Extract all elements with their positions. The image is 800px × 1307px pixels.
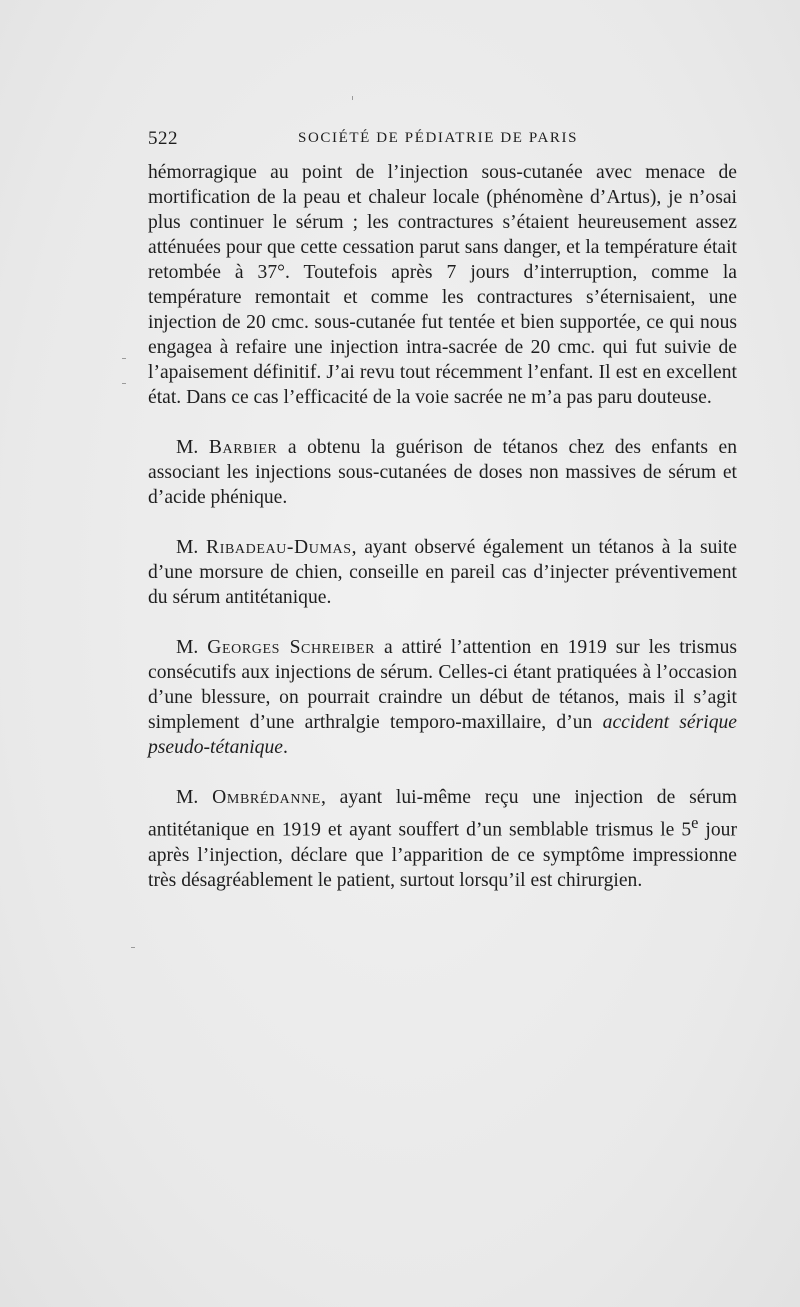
paragraph-text: a obtenu la guérison de tétanos chez des enfants en associant les injections sous-cutanées de doses non massives de sérum et d’acide phénique. [148,437,737,508]
page-number: 522 [148,128,178,149]
speaker-prefix: M. [176,637,208,658]
body-text [148,160,737,893]
paragraph-barbier [148,435,737,510]
ordinal-superscript: e [691,813,699,832]
speaker-name: Ombrédanne [212,787,321,808]
paragraph-text: hémorragique au point de l’injection sous-cutanée avec menace de mortification de la peau et chaleur locale (phénomène d’Artus), je n’osai plus continuer le sérum ; les contractures s’étaient heureusement assez atténuées pour que cette cessation parut sans danger, et la température était retombée à 37°. Toutefois après 7 jours d’interruption, comme la température remontait et comme les contractures s’éternisaient, une injection de 20 cmc. sous-cutanée fut tentée et bien supportée, ce qui nous engagea à refaire une injection intra-sacrée de 20 cmc. qui fut suivie de l’apaisement définitif. J’ai revu tout récemment l’enfant. Il est en excellent état. Dans ce cas l’efficacité de la voie sacrée ne m’a pas paru douteuse. [148,162,737,408]
scan-mark [131,947,135,948]
paragraph-text: , ayant lui-même reçu une injection de sérum antitétanique en 1919 et ayant souffert d’un semblable trismus le 5 [148,787,737,841]
speaker-name: Barbier [208,437,278,458]
paragraph-text-continued: jour après l’injection, déclare que l’apparition de ce symptôme impressionne très désagréablement le patient, surtout lorsqu’il est chirurgien. [148,819,737,891]
paragraph-schreiber [148,635,737,760]
paragraph-ribadeau-dumas [148,535,737,610]
paragraph-text: , ayant observé également un tétanos à la suite d’une morsure de chien, conseille en pareil cas d’injecter préventivement du sérum antitétanique. [148,537,737,608]
speaker-prefix: M. [176,787,213,808]
paragraph-text: a attiré l’attention en 1919 sur les trismus consécutifs aux injections de sérum. Celles-ci étant pratiquées à l’occasion d’une blessure, on pourrait craindre un début de tétanos, mais il s’agit simplement d’une arthralgie temporo-maxillaire, d’un [148,637,737,733]
paragraph-end: . [282,737,288,758]
speaker-name: Ribadeau-Dumas [206,537,352,558]
running-title: SOCIÉTÉ DE PÉDIATRIE DE PARIS [298,130,579,146]
scan-mark [122,358,126,359]
paragraph-ombredanne [148,785,737,893]
speaker-name: Georges Schreiber [207,637,376,658]
speaker-prefix: M. [176,537,207,558]
scan-mark [122,383,126,384]
paragraph-continuation [148,160,737,410]
scan-mark [352,96,353,100]
speaker-prefix: M. [176,437,209,458]
page-header [148,128,648,154]
italic-term: accident sérique pseudo-tétanique [148,712,737,758]
